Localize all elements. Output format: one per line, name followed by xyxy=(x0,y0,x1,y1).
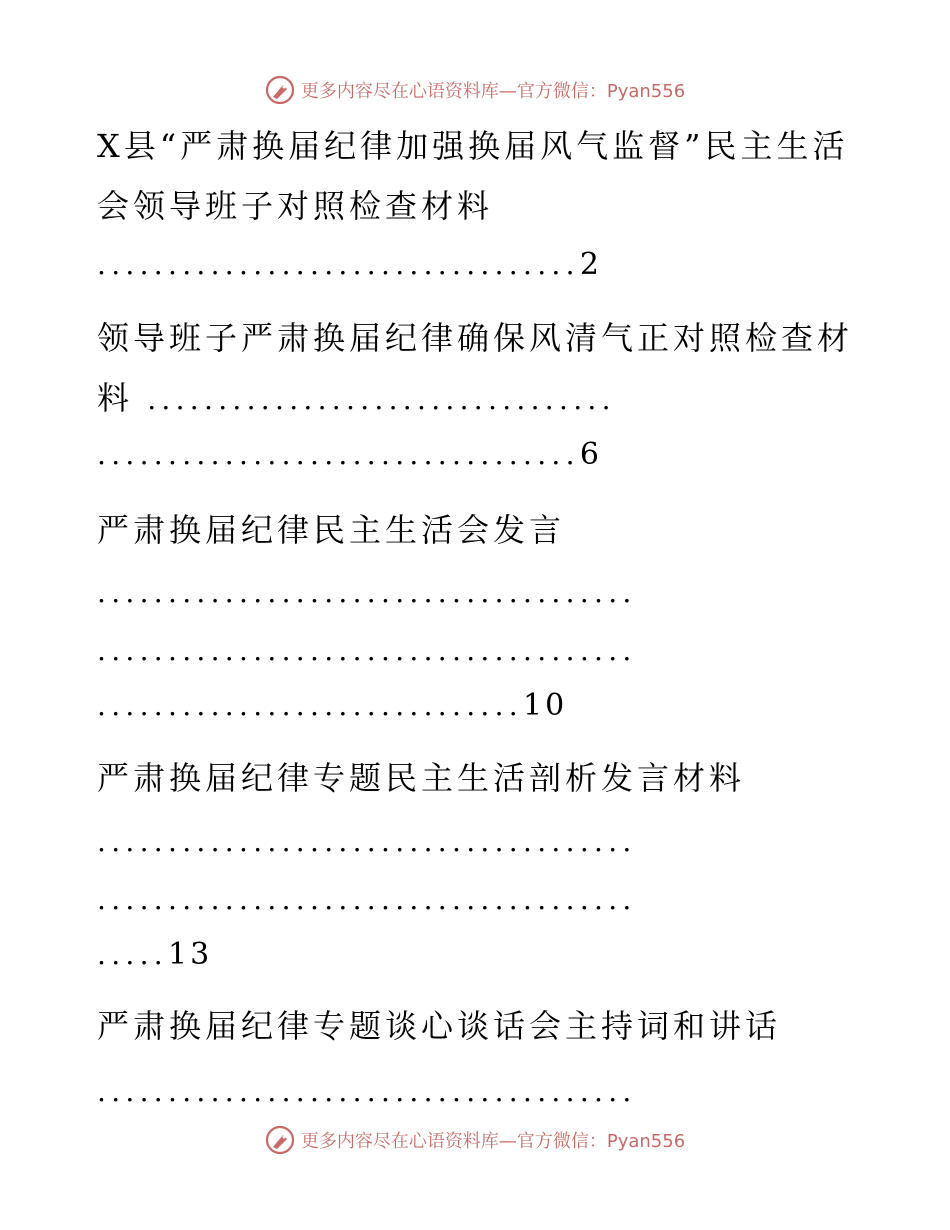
toc-entry-2-page-number[interactable]: 6 xyxy=(579,437,602,472)
toc-entry-2-title-tail: 料 xyxy=(97,379,134,417)
leader-dots: ..... xyxy=(97,938,169,971)
toc-entry-4-leader-2: ...................................... xyxy=(97,883,637,916)
watermark-text: 更多内容尽在心语资料库—官方微信：Pyan556 xyxy=(300,81,686,102)
leader-dots: .................................. xyxy=(97,248,580,281)
toc-entry-1-leader xyxy=(97,245,602,285)
pen-nib-logo-icon xyxy=(265,1125,295,1155)
toc-entry-2-title-line-2[interactable] xyxy=(97,378,616,420)
toc-entry-1-title-line-2[interactable]: 会领导班子对照检查材料 xyxy=(97,187,494,225)
toc-entry-4-leader-1: ...................................... xyxy=(97,825,637,858)
watermark-text: 更多内容尽在心语资料库—官方微信：Pyan556 xyxy=(300,1131,686,1152)
toc-entry-4-title[interactable]: 严肃换届纪律专题民主生活剖析发言材料 xyxy=(97,759,746,797)
watermark-banner-bottom xyxy=(0,1120,950,1160)
toc-entry-5-leader-1: ...................................... xyxy=(97,1075,637,1108)
toc-entry-3-leader-2: ...................................... xyxy=(97,634,637,667)
toc-entry-4-page-number[interactable]: 13 xyxy=(168,937,213,972)
toc-entry-3-leader-1: ...................................... xyxy=(97,576,637,609)
leader-dots: .................................. xyxy=(97,438,580,471)
toc-entry-1-page-number[interactable]: 2 xyxy=(579,247,602,282)
toc-entry-3-title[interactable]: 严肃换届纪律民主生活会发言 xyxy=(97,511,566,549)
leader-dots: ................................. xyxy=(147,383,616,416)
toc-entry-1-title-line-1[interactable]: X县“严肃换届纪律加强换届风气监督”民主生活 xyxy=(97,127,849,165)
toc-entry-5-title[interactable]: 严肃换届纪律专题谈心谈话会主持词和讲话 xyxy=(97,1007,782,1045)
leader-dots: .............................. xyxy=(97,689,524,722)
toc-entry-3-leader-3 xyxy=(97,686,567,726)
toc-entry-2-title-line-1[interactable]: 领导班子严肃换届纪律确保风清气正对照检查材 xyxy=(97,319,854,357)
toc-entry-3-page-number[interactable]: 10 xyxy=(523,688,568,723)
toc-entry-4-leader-3 xyxy=(97,935,212,975)
watermark-banner-top xyxy=(0,70,950,110)
toc-entry-2-leader xyxy=(97,435,602,475)
pen-nib-logo-icon xyxy=(265,75,295,105)
